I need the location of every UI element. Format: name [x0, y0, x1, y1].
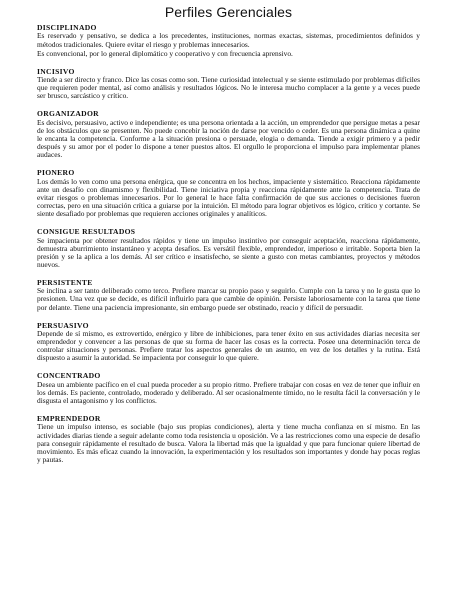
section-paragraph: Los demás lo ven como una persona enérgica, que se concentra en los hechos, impaciente y sistemático. Reacciona rápidamente ante un desafío con dinamismo y flexibilidad. Tiene iniciativa propia y reacciona rápidamente ante la competencia. Trata de evitar riesgos o problemas innecesarios. Por lo general le hace falta confirmación de que sus acciones o decisiones fueron correctas, pero en una situación crítica a guiarse por la intuición. El método para lograr objetivos es lógico, crítico y cortante. Se siente desafiado por problemas que requieren acciones originales y analíticos.: [37, 176, 420, 219]
section-paragraph: Es convencional, por lo general diplomático y cooperativo y con frecuencia aprensivo.: [37, 48, 293, 58]
section-disciplinado: [37, 23, 420, 58]
section-paragraph: Desea un ambiente pacífico en el cual pueda proceder a su propio ritmo. Prefiere trabajar con cosas en vez de tener que influir en los demás. Es paciente, controlado, moderado y deliberado. Al ser ocasionalmente tímido, no le resulta fácil la conversación y le disgusta el antagonismo y los conflictos.: [37, 379, 420, 405]
section-incisivo: [37, 67, 420, 101]
section-heading: CONSIGUE RESULTADOS: [37, 227, 136, 237]
section-paragraph: Es decisivo, persuasivo, activo e independiente; es una persona orientada a la acción, un emprendedor que persigue metas a pesar de los obstáculos que se presenten. No puede concebir la noción de darse por vencido o ceder. Es una persona dinámica a quine le encanta la competencia. Conforme a la situación presiona o persuade, elogia o demanda. Tiende a exigir primero y a pedir después y su amor por el poder lo dispone a tener puestos altos. El orgullo le proporciona el impulso para implementar planes audaces.: [37, 117, 420, 160]
section-paragraph: Se impacienta por obtener resultados rápidos y tiene un impulso instintivo por conseguir aceptación, reacciona rápidamente, demuestra aburrimiento instantáneo y acepta desafíos. Es versátil flexible, emprendedor, imperioso e irritable. Soporta bien la presión y se la aplica a los demás. Al ser crítico e insatisfecho, se siente a gusto con metas cambiantes, proyectos y métodos nuevos.: [37, 235, 420, 269]
section-heading: PERSUASIVO: [37, 320, 89, 330]
section-heading: PERSISTENTE: [37, 277, 93, 287]
section-organizador: [37, 109, 420, 159]
section-pionero: [37, 168, 420, 218]
section-heading: DISCIPLINADO: [37, 23, 97, 32]
section-heading: ORGANIZADOR: [37, 109, 99, 119]
section-concentrado: [37, 371, 420, 405]
section-heading: EMPRENDEDOR: [37, 414, 101, 424]
section-emprendedor: [37, 414, 420, 464]
section-persuasivo: [37, 321, 420, 363]
section-paragraph: Depende de sí mismo, es extrovertido, enérgico y libre de inhibiciones, para tener éxito en sus actividades diarias necesita ser emprendedor y convencer a las personas de que su forma de hacer las cosas es la correcta. Posee una determinación terca de controlar situaciones y personas. Prefiere tratar los aspectos generales de un asunto, en vez de los detalles y la rutina. Está dispuesto a asumir la autoridad. Se impacienta por conseguir lo que quiere.: [37, 329, 420, 363]
section-heading: PIONERO: [37, 168, 75, 178]
section-paragraph: Se inclina a ser tanto deliberado como terco. Prefiere marcar su propio paso y seguirlo. Cumple con la tarea y no le gusta que lo presionen. Una vez que se decide, es difícil influirlo para que cambie de opinión. Persiste laboriosamente con la tarea que tiene por delante. Tiene una paciencia impresionante, sin embargo puede ser obstinado, reacio y difícil de persuadir.: [37, 286, 420, 312]
section-paragraph: Tiende a ser directo y franco. Dice las cosas como son. Tiene curiosidad intelectual y se siente estimulado por problemas difíciles que requieren poder mental, así como análisis y resultados lógicos. No le interesa mucho complacer a la gente y a veces puede ser brusco, sarcástico y crítico.: [37, 75, 420, 101]
section-heading: INCISIVO: [37, 66, 75, 76]
section-heading: CONCENTRADO: [37, 371, 101, 381]
section-paragraph: Tiene un impulso intenso, es sociable (bajo sus propias condiciones), alerta y tiene mucha confianza en sí mismo. En las actividades diarias tiende a seguir adelante como toda resistencia u oposición. Ve a las restricciones como una especie de desafío para conseguir rápidamente el resultado de busca. Valora la libertad más que la igualdad y que para funcionar quiere libertad de movimiento. Es más eficaz cuando la innovación, la experimentación y los resultados son importantes y donde hay pocas reglas y pautas.: [37, 422, 420, 464]
section-persistente: [37, 278, 420, 312]
section-paragraph: Es reservado y pensativo, se dedica a los precedentes, instituciones, normas exactas, sistemas, procedimientos definidos y métodos tradicionales. Quiere evitar el riesgo y problemas innecesarios.: [37, 31, 420, 49]
page-title: Perfiles Gerenciales: [164, 4, 293, 20]
section-consigue-resultados: [37, 227, 420, 269]
